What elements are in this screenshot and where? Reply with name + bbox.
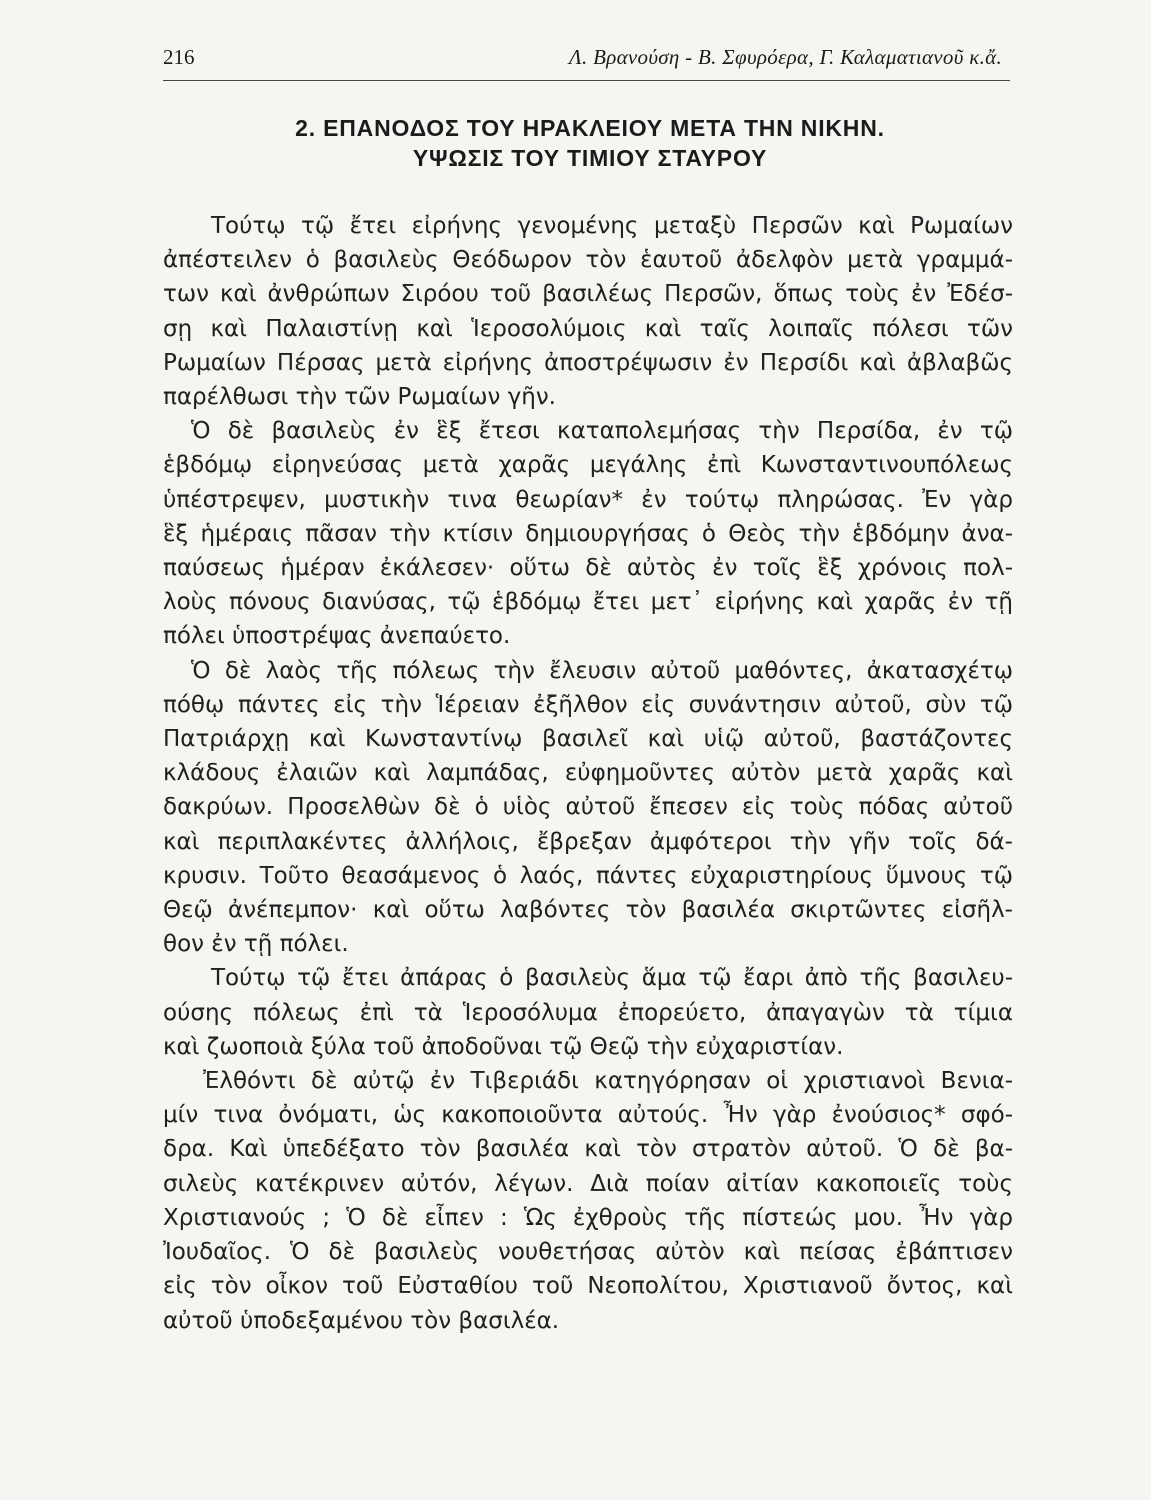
text-line: πόθῳ πάντες εἰς τὴν Ἱέρειαν ἐξῆλθον εἰς συνάντησιν αὐτοῦ, σὺν τῷ: [163, 691, 1013, 718]
text-line: δρα. Καὶ ὑπεδέξατο τὸν βασιλέα καὶ τὸν στρατὸν αὐτοῦ. Ὁ δὲ βα-: [163, 1136, 1013, 1163]
text-line: μίν τινα ὀνόματι, ὡς κακοποιοῦντα αὐτούς. Ἦν γὰρ ἐνούσιος* σφό-: [163, 1102, 1013, 1129]
text-line: Ἐλθόντι δὲ αὐτῷ ἐν Τιβεριάδι κατηγόρησαν οἱ χριστιανοὶ Βενια-: [203, 1068, 1013, 1095]
text-line: Ἰουδαῖος. Ὁ δὲ βασιλεὺς νουθετήσας αὐτὸν καὶ πείσας ἐβάπτισεν: [163, 1239, 1013, 1266]
body-text: [163, 209, 1013, 1338]
text-line: παρέλθωσι τὴν τῶν Ρωμαίων γῆν.: [163, 384, 556, 411]
text-line: Ρωμαίων Πέρσας μετὰ εἰρήνης ἀποστρέψωσιν ἐν Περσίδι καὶ ἀβλαβῶς: [163, 349, 1013, 376]
text-line: σῃ καὶ Παλαιστίνῃ καὶ Ἱεροσολύμοις καὶ ταῖς λοιπαῖς πόλεσι τῶν: [163, 315, 1013, 342]
text-line: κλάδους ἐλαιῶν καὶ λαμπάδας, εὐφημοῦντες αὐτὸν μετὰ χαρᾶς καὶ: [163, 760, 1013, 787]
text-line: παύσεως ἡμέραν ἐκάλεσεν· οὕτω δὲ αὐτὸς ἐν τοῖς ἓξ χρόνοις πολ-: [163, 555, 1013, 582]
text-line: αὐτοῦ ὑποδεξαμένου τὸν βασιλέα.: [163, 1307, 560, 1334]
text-line: ἑβδόμῳ εἰρηνεύσας μετὰ χαρᾶς μεγάλης ἐπὶ Κωνσταντινουπόλεως: [163, 452, 1013, 479]
text-line: Χριστιανούς ; Ὁ δὲ εἶπεν : Ὡς ἐχθροὺς τῆς πίστεώς μου. Ἦν γὰρ: [163, 1204, 1013, 1231]
section-title-line-1: 2. ΕΠΑΝΟΔΟΣ ΤΟΥ ΗΡΑΚΛΕΙΟΥ ΜΕΤΑ ΤΗΝ ΝΙΚΗΝ.: [295, 115, 885, 141]
text-line: των καὶ ἀνθρώπων Σιρόου τοῦ βασιλέως Περσῶν, ὅπως τοὺς ἐν Ἐδέσ-: [163, 281, 1013, 308]
text-line: σιλεὺς κατέκρινεν αὐτόν, λέγων. Διὰ ποίαν αἰτίαν κακοποιεῖς τοὺς: [163, 1170, 1013, 1197]
text-line: ὑπέστρεψεν, μυστικὴν τινα θεωρίαν* ἐν τούτῳ πληρώσας. Ἐν γὰρ: [163, 486, 1013, 513]
text-line: λοὺς πόνους διανύσας, τῷ ἑβδόμῳ ἔτει μετ᾽ εἰρήνης καὶ χαρᾶς ἐν τῇ: [163, 589, 1013, 616]
text-line: ἀπέστειλεν ὁ βασιλεὺς Θεόδωρον τὸν ἑαυτοῦ ἀδελφὸν μετὰ γραμμά-: [163, 247, 1013, 274]
section-title-line-2: ΥΨΩΣΙΣ ΤΟΥ ΤΙΜΙΟΥ ΣΤΑΥΡΟΥ: [412, 145, 768, 171]
text-line: ἓξ ἡμέραις πᾶσαν τὴν κτίσιν δημιουργήσας ὁ Θεὸς τὴν ἑβδόμην ἀνα-: [163, 520, 1013, 547]
text-line: καὶ περιπλακέντες ἀλλήλοις, ἔβρεξαν ἀμφότεροι τὴν γῆν τοῖς δά-: [163, 828, 1013, 855]
running-head: Λ. Βρανούση - Β. Σφυρόερα, Γ. Καλαματιανοῦ κ.ἄ.: [568, 45, 1002, 69]
text-line: καὶ ζωοποιὰ ξύλα τοῦ ἀποδοῦναι τῷ Θεῷ τὴν εὐχαριστίαν.: [163, 1033, 844, 1060]
text-line: ούσης πόλεως ἐπὶ τὰ Ἱεροσόλυμα ἐπορεύετο, ἀπαγαγὼν τὰ τίμια: [163, 999, 1013, 1026]
text-line: πόλει ὑποστρέψας ἀνεπαύετο.: [163, 623, 511, 650]
text-line: Ὁ δὲ λαὸς τῆς πόλεως τὴν ἔλευσιν αὐτοῦ μαθόντες, ἀκατασχέτῳ: [191, 657, 1013, 684]
text-line: Ὁ δὲ βασιλεὺς ἐν ἓξ ἔτεσι καταπολεμήσας τὴν Περσίδα, ἐν τῷ: [191, 418, 1013, 445]
text-line: Πατριάρχῃ καὶ Κωνσταντίνῳ βασιλεῖ καὶ υἱῷ αὐτοῦ, βαστάζοντες: [163, 726, 1013, 753]
text-line: εἰς τὸν οἶκον τοῦ Εὐσταθίου τοῦ Νεοπολίτου, Χριστιανοῦ ὄντος, καὶ: [163, 1273, 1013, 1300]
text-line: θον ἐν τῇ πόλει.: [163, 931, 349, 958]
page-number: 216: [163, 45, 195, 69]
text-line: δακρύων. Προσελθὼν δὲ ὁ υἱὸς αὐτοῦ ἔπεσεν εἰς τοὺς πόδας αὐτοῦ: [163, 794, 1013, 821]
text-line: Τούτῳ τῷ ἔτει ἀπάρας ὁ βασιλεὺς ἅμα τῷ ἔαρι ἀπὸ τῆς βασιλευ-: [211, 965, 1013, 992]
section-heading: [150, 113, 1030, 173]
text-line: Θεῷ ἀνέπεμπον· καὶ οὕτω λαβόντες τὸν βασιλέα σκιρτῶντες εἰσῆλ-: [163, 897, 1013, 924]
page-header: [163, 40, 1010, 81]
text-line: κρυσιν. Τοῦτο θεασάμενος ὁ λαός, πάντες εὐχαριστηρίους ὕμνους τῷ: [163, 862, 1013, 889]
text-line: Τούτῳ τῷ ἔτει εἰρήνης γενομένης μεταξὺ Περσῶν καὶ Ρωμαίων: [211, 213, 1013, 239]
